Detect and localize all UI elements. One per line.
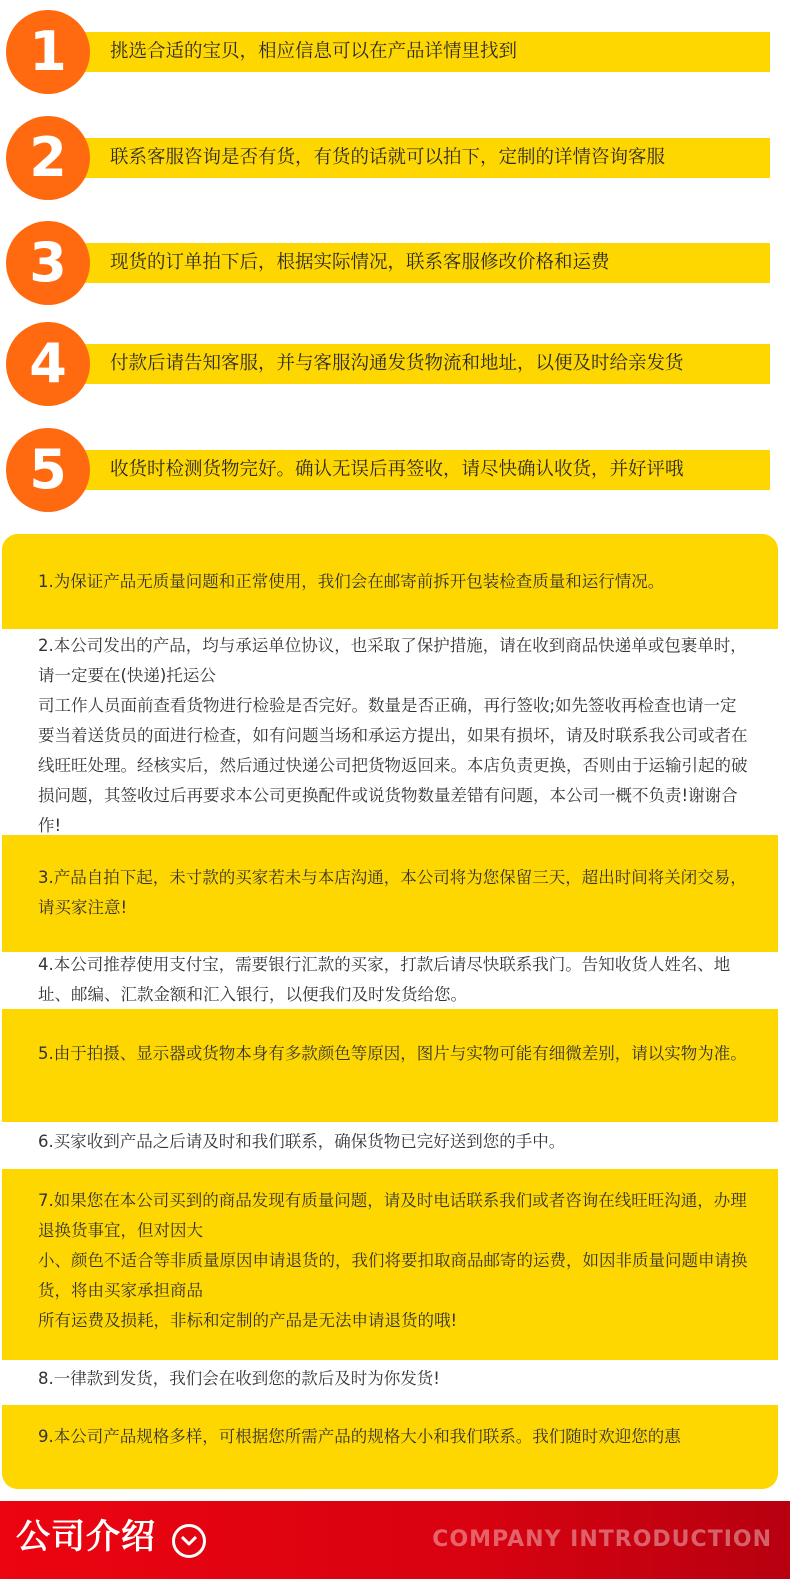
purchase-terms-panel: [2, 534, 778, 1489]
term-line: 司工作人员面前查看货物进行检验是否完好。数量是否正确，再行签收;如先签收再检查也请一定要当着送货员的面进行检查，如有问题当场和承运方提出，如果有损坏，请及时联系我公司或者在线旺旺处理。经核实后，然后通过快递公司把货物返回来。本店负责更换，否则由于运输引起的破损问题，其签收过后再要求本公司更换配件或说货物数量差错有问题，本公司一概不负责!谢谢合作!: [38, 696, 748, 835]
step-number-badge: 1: [6, 10, 90, 94]
term-text: 1.为保证产品无质量问题和正常使用，我们会在邮寄前拆开包装检查质量和运行情况。: [38, 572, 665, 591]
term-line: 2.本公司发出的产品，均与承运单位协议，也采取了保护措施，请在收到商品快递单或包裹单时，请一定要在(快递)托运公: [38, 636, 747, 685]
company-intro-title: 公司介绍: [16, 1517, 156, 1557]
term-text: 5.由于拍摄、显示器或货物本身有多款颜色等原因，图片与实物可能有细微差别，请以实物为准。: [38, 1044, 747, 1063]
term-line: 小、颜色不适合等非质量原因申请退货的，我们将要扣取商品邮寄的运费，如因非质量问题申请换货，将由买家承担商品: [38, 1251, 748, 1300]
term-item: [2, 1405, 778, 1489]
term-item: [2, 629, 778, 835]
step-bar: [60, 138, 770, 178]
term-item: [2, 835, 778, 952]
company-intro-subtitle: COMPANY INTRODUCTION: [432, 1527, 772, 1552]
step-number-badge: 4: [6, 322, 90, 406]
term-item: [2, 952, 778, 1009]
term-item: [2, 1122, 778, 1169]
step-bar: [60, 243, 770, 283]
step-bar: [60, 450, 770, 490]
term-item: [2, 534, 778, 629]
company-intro-banner: [0, 1501, 790, 1579]
step-text: 现货的订单拍下后，根据实际情况，联系客服修改价格和运费: [110, 252, 610, 273]
step-1: [0, 4, 790, 94]
step-number-badge: 5: [6, 428, 90, 512]
term-item: [2, 1360, 778, 1405]
step-3: [0, 215, 790, 305]
chevron-down-circle-icon[interactable]: [172, 1524, 206, 1558]
term-line: 7.如果您在本公司买到的商品发现有质量问题，请及时电话联系我们或者咨询在线旺旺沟通，办理退换货事宜，但对因大: [38, 1191, 747, 1240]
step-text: 付款后请告知客服，并与客服沟通发货物流和地址，以便及时给亲发货: [110, 353, 684, 374]
term-text: 4.本公司推荐使用支付宝，需要银行汇款的买家，打款后请尽快联系我门。告知收货人姓名、地址、邮编、汇款金额和汇入银行，以便我们及时发货给您。: [38, 955, 731, 1004]
step-text: 挑选合适的宝贝，相应信息可以在产品详情里找到: [110, 41, 518, 62]
step-number-badge: 2: [6, 116, 90, 200]
term-text: [38, 631, 748, 841]
term-text: [38, 1186, 748, 1336]
term-text: 3.产品自拍下起，未寸款的买家若未与本店沟通，本公司将为您保留三天，超出时间将关闭交易，请买家注意!: [38, 868, 747, 917]
step-text: 收货时检测货物完好。确认无误后再签收，请尽快确认收货，并好评哦: [110, 459, 684, 480]
term-text: 8.一律款到发货，我们会在收到您的款后及时为你发货!: [38, 1369, 440, 1388]
term-text: 6.买家收到产品之后请及时和我们联系，确保货物已完好送到您的手中。: [38, 1132, 566, 1151]
term-text: 9.本公司产品规格多样，可根据您所需产品的规格大小和我们联系。我们随时欢迎您的惠: [38, 1427, 681, 1446]
term-item: [2, 1169, 778, 1360]
term-item: [2, 1009, 778, 1122]
step-5: [0, 422, 790, 512]
term-line: 所有运费及损耗，非标和定制的产品是无法申请退货的哦!: [38, 1311, 458, 1330]
step-2: [0, 110, 790, 200]
step-text: 联系客服咨询是否有货，有货的话就可以拍下，定制的详情咨询客服: [110, 147, 666, 168]
step-4: [0, 316, 790, 406]
step-number-badge: 3: [6, 221, 90, 305]
step-bar: [60, 32, 770, 72]
step-bar: [60, 344, 770, 384]
